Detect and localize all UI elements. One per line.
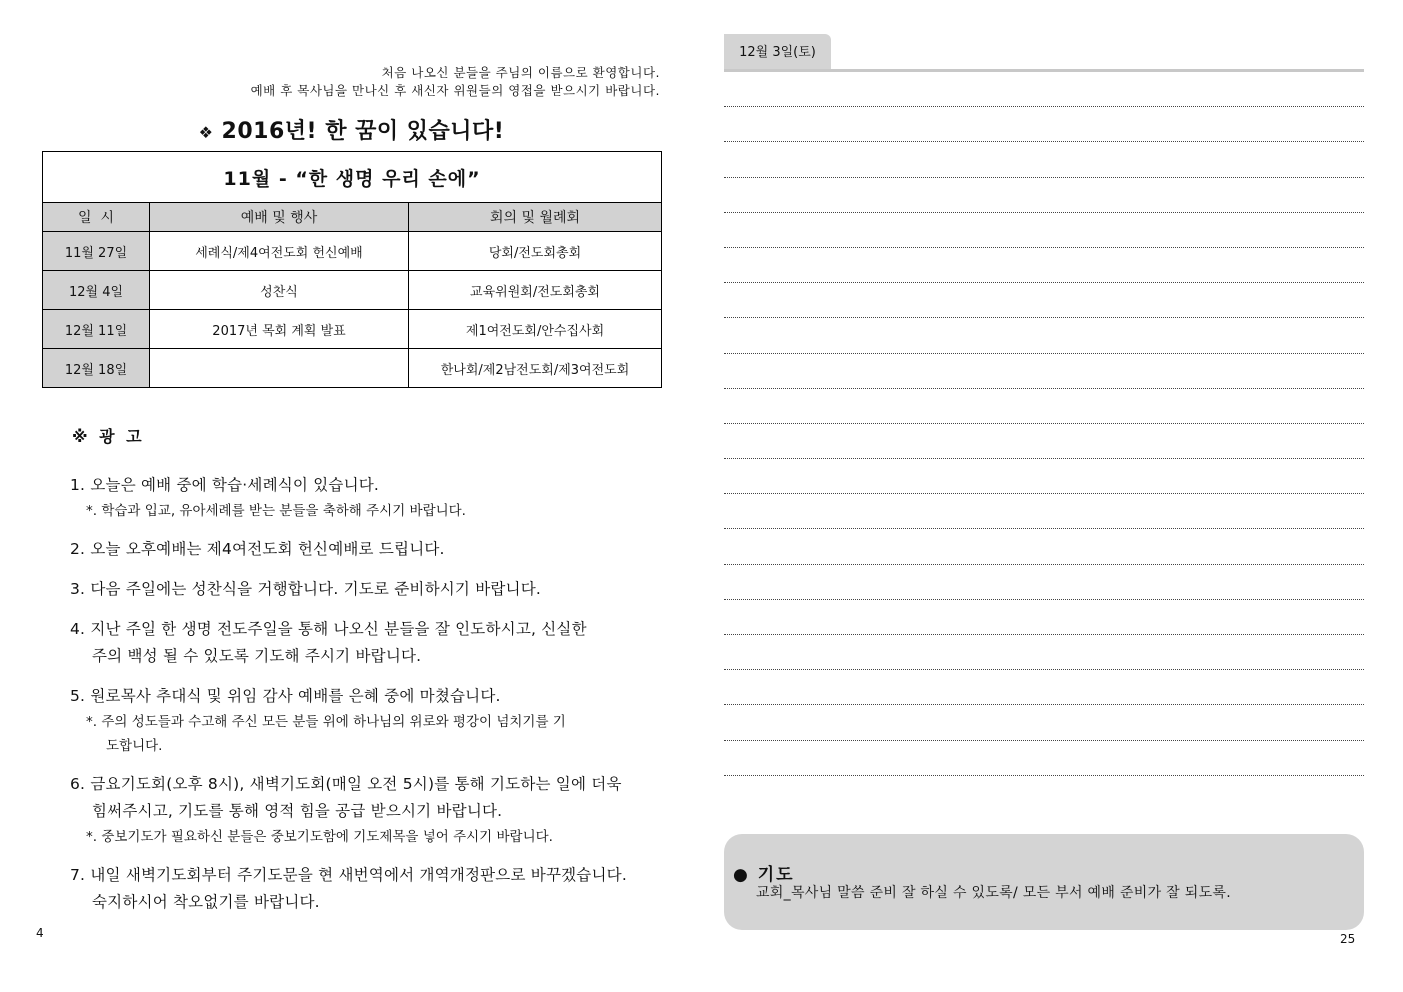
- notice-text: 오늘 오후예배는 제4여전도회 헌신예배로 드립니다.: [90, 540, 445, 558]
- note-line: [724, 565, 1364, 600]
- note-line: [724, 354, 1364, 389]
- note-line: [724, 72, 1364, 107]
- schedule-date-cell: 12월 4일: [43, 271, 150, 310]
- note-line: [724, 635, 1364, 670]
- notice-main: [70, 683, 662, 710]
- notice-main: [70, 536, 662, 563]
- note-line: [724, 600, 1364, 635]
- note-line: [724, 494, 1364, 529]
- schedule-event-cell: 세례식/제4여전도회 헌신예배: [150, 232, 409, 271]
- notice-main: [70, 771, 662, 825]
- notice-subnote-text: *. 주의 성도들과 수고해 주신 모든 분들 위에 하나님의 위로와 평강이 넘치기를 기: [86, 714, 566, 730]
- note-lines: [724, 72, 1364, 776]
- notice-item: [70, 771, 662, 849]
- schedule-date-cell: 12월 18일: [43, 349, 150, 388]
- note-line: [724, 283, 1364, 318]
- note-line: [724, 178, 1364, 213]
- notice-text: 원로목사 추대식 및 위임 감사 예배를 은혜 중에 마쳤습니다.: [90, 687, 501, 705]
- schedule-row: [43, 310, 662, 349]
- note-line: [724, 741, 1364, 776]
- schedule-event-cell: 2017년 목회 계획 발표: [150, 310, 409, 349]
- schedule-event-cell: [150, 349, 409, 388]
- notice-main: [70, 862, 662, 916]
- notice-main: [70, 616, 662, 670]
- schedule-row: [43, 271, 662, 310]
- note-line: [724, 705, 1364, 740]
- schedule-meeting-cell: 제1여전도회/안수집사회: [409, 310, 662, 349]
- notice-text-continued: 숙지하시어 착오없기를 바랍니다.: [92, 893, 320, 911]
- note-line: [724, 459, 1364, 494]
- notice-item: [70, 536, 662, 563]
- notice-text: 내일 새벽기도회부터 주기도문을 현 새번역에서 개역개정판으로 바꾸겠습니다.: [90, 866, 627, 884]
- page-number-left: 4: [36, 926, 44, 940]
- header-meeting: 회의 및 월례회: [409, 203, 662, 232]
- schedule-row: [43, 349, 662, 388]
- announcements-list: [70, 472, 662, 929]
- schedule-table: [42, 151, 662, 388]
- notice-number: 5.: [70, 687, 86, 705]
- notice-number: 7.: [70, 866, 86, 884]
- schedule-date-cell: 11월 27일: [43, 232, 150, 271]
- diamond-bullet-icon: ❖: [198, 123, 214, 142]
- notice-text: 금요기도회(오후 8시), 새벽기도회(매일 오전 5시)를 통해 기도하는 일에 더욱: [90, 775, 622, 793]
- page-headline: [42, 114, 661, 145]
- schedule-meeting-cell: 교육위원회/전도회총회: [409, 271, 662, 310]
- note-line: [724, 213, 1364, 248]
- note-line: [724, 529, 1364, 564]
- schedule-event-cell: 성찬식: [150, 271, 409, 310]
- note-line: [724, 318, 1364, 353]
- notice-item: [70, 683, 662, 758]
- schedule-meeting-cell: 한나회/제2남전도회/제3여전도회: [409, 349, 662, 388]
- notice-number: 3.: [70, 580, 86, 598]
- notice-subnote: [70, 825, 662, 849]
- notice-text: 지난 주일 한 생명 전도주일을 통해 나오신 분들을 잘 인도하시고, 신실한: [90, 620, 587, 638]
- date-tab: 12월 3일(토): [724, 34, 831, 72]
- schedule-caption: 11월 - “한 생명 우리 손에”: [43, 152, 662, 203]
- note-line: [724, 248, 1364, 283]
- notice-subnote: [70, 710, 662, 758]
- notice-subnote-text: *. 학습과 입교, 유아세례를 받는 분들을 축하해 주시기 바랍니다.: [86, 503, 466, 519]
- schedule-date-cell: 12월 11일: [43, 310, 150, 349]
- page-number-right: 25: [1340, 932, 1356, 946]
- note-line: [724, 424, 1364, 459]
- notice-number: 4.: [70, 620, 86, 638]
- note-line: [724, 670, 1364, 705]
- notice-main: [70, 576, 662, 603]
- notice-item: [70, 616, 662, 670]
- notice-main: [70, 472, 662, 499]
- notice-text-continued: 주의 백성 될 수 있도록 기도해 주시기 바랍니다.: [92, 647, 422, 665]
- announcements-title: ※ 광 고: [72, 427, 145, 446]
- notice-text: 오늘은 예배 중에 학습·세례식이 있습니다.: [90, 476, 380, 494]
- header-event: 예배 및 행사: [150, 203, 409, 232]
- notice-text-continued: 힘써주시고, 기도를 통해 영적 힘을 공급 받으시기 바랍니다.: [92, 802, 503, 820]
- prayer-title: ● 기도: [733, 865, 795, 885]
- note-line: [724, 389, 1364, 424]
- welcome-line-1: 처음 나오신 분들을 주님의 이름으로 환영합니다.: [381, 65, 660, 80]
- notice-number: 2.: [70, 540, 86, 558]
- notice-subnote-text: *. 중보기도가 필요하신 분들은 중보기도함에 기도제목을 넣어 주시기 바랍니다.: [86, 829, 553, 845]
- notice-subnote-continued: 도합니다.: [106, 738, 163, 754]
- note-line: [724, 107, 1364, 142]
- schedule-row: [43, 232, 662, 271]
- headline-text: 2016년! 한 꿈이 있습니다!: [221, 119, 505, 144]
- note-line: [724, 142, 1364, 177]
- notice-subnote: [70, 499, 662, 523]
- header-date: 일 시: [43, 203, 150, 232]
- notice-item: [70, 576, 662, 603]
- notice-item: [70, 472, 662, 523]
- welcome-line-2: 예배 후 목사님을 만나신 후 새신자 위원들의 영접을 받으시기 바랍니다.: [250, 83, 660, 98]
- schedule-meeting-cell: 당회/전도회총회: [409, 232, 662, 271]
- notice-text: 다음 주일에는 성찬식을 거행합니다. 기도로 준비하시기 바랍니다.: [90, 580, 542, 598]
- notice-number: 1.: [70, 476, 86, 494]
- prayer-text: 교회_목사님 말씀 준비 잘 하실 수 있도록/ 모든 부서 예배 준비가 잘 되도록.: [756, 885, 1231, 901]
- notice-item: [70, 862, 662, 916]
- notice-number: 6.: [70, 775, 86, 793]
